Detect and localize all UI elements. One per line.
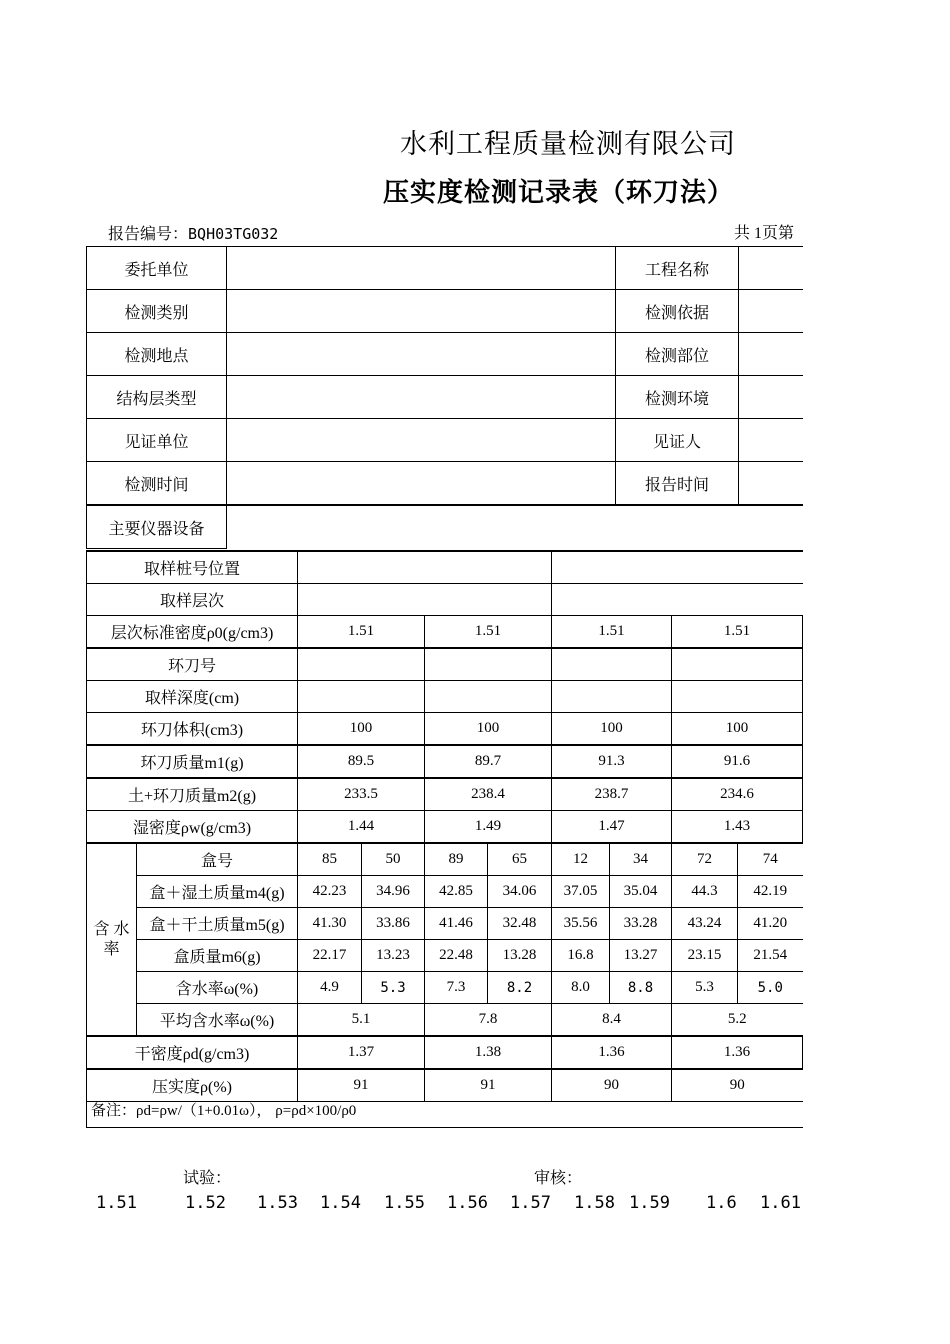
dry-density-label: 干密度ρd(g/cm3) [87, 1036, 298, 1069]
ring-no-label: 环刀号 [87, 648, 298, 681]
wet-density-cell: 1.44 [298, 811, 425, 844]
witness-unit-label: 见证单位 [87, 419, 227, 462]
compaction-cell: 90 [672, 1069, 803, 1102]
dry-mass-cell: 41.20 [738, 908, 803, 940]
dry-mass-cell: 35.56 [552, 908, 610, 940]
box-no-cell: 74 [738, 843, 803, 876]
scale-value: 1.59 [629, 1193, 670, 1213]
company-name: 水利工程质量检测有限公司 [400, 129, 736, 159]
ring-mass-label: 环刀质量m1(g) [87, 745, 298, 778]
wet-density-cell: 1.49 [425, 811, 552, 844]
dry-mass-cell: 32.48 [488, 908, 552, 940]
std-density-cell: 1.51 [425, 616, 552, 649]
ring-volume-label: 环刀体积(cm3) [87, 713, 298, 746]
depth-cell [425, 681, 552, 713]
compaction-cell: 90 [552, 1069, 672, 1102]
moisture-group-label: 含 水率 [87, 843, 137, 1036]
scale-value: 1.57 [510, 1193, 551, 1213]
dry-density-cell: 1.36 [672, 1036, 803, 1069]
box-no-cell: 65 [488, 843, 552, 876]
box-mass-cell: 23.15 [672, 940, 738, 972]
wet-mass-cell: 34.06 [488, 876, 552, 908]
wet-density-cell: 1.43 [672, 811, 803, 844]
moisture-label: 含水率ω(%) [137, 972, 298, 1004]
scale-value: 1.56 [447, 1193, 488, 1213]
box-no-label: 盒号 [137, 843, 298, 876]
layer-b [552, 584, 803, 616]
ring-volume-cell: 100 [425, 713, 552, 746]
scale-value: 1.58 [574, 1193, 615, 1213]
box-mass-label: 盒质量m6(g) [137, 940, 298, 972]
test-part-value [739, 333, 803, 376]
test-time-value [227, 462, 616, 506]
soil-ring-mass-cell: 234.6 [672, 778, 803, 811]
ring-mass-cell: 89.5 [298, 745, 425, 778]
client-label: 委托单位 [87, 247, 227, 290]
document-title: 压实度检测记录表（环刀法） [383, 178, 735, 207]
ring-volume-cell: 100 [672, 713, 803, 746]
scale-value: 1.52 [185, 1193, 226, 1213]
test-basis-label: 检测依据 [616, 290, 739, 333]
report-time-label: 报告时间 [616, 462, 739, 506]
soil-ring-mass-cell: 238.4 [425, 778, 552, 811]
wet-mass-cell: 44.3 [672, 876, 738, 908]
project-label: 工程名称 [616, 247, 739, 290]
report-number-label: 报告编号： [108, 226, 189, 243]
test-basis-value [739, 290, 803, 333]
wet-mass-cell: 35.04 [610, 876, 672, 908]
dry-density-cell: 1.36 [552, 1036, 672, 1069]
compaction-label: 压实度ρ(%) [87, 1069, 298, 1102]
depth-label: 取样深度(cm) [87, 681, 298, 713]
soil-ring-mass-label: 土+环刀质量m2(g) [87, 778, 298, 811]
environment-label: 检测环境 [616, 376, 739, 419]
depth-cell [298, 681, 425, 713]
wet-mass-cell: 42.23 [298, 876, 362, 908]
scale-value: 1.55 [384, 1193, 425, 1213]
moisture-cell: 5.3 [672, 972, 738, 1004]
box-no-cell: 85 [298, 843, 362, 876]
depth-cell [552, 681, 672, 713]
page-count: 共 1页第 [734, 225, 795, 242]
dry-density-cell: 1.37 [298, 1036, 425, 1069]
box-mass-cell: 16.8 [552, 940, 610, 972]
equipment-label: 主要仪器设备 [87, 505, 227, 549]
ring-mass-cell: 91.6 [672, 745, 803, 778]
data-table [86, 550, 803, 1102]
compaction-cell: 91 [298, 1069, 425, 1102]
ring-volume-cell: 100 [298, 713, 425, 746]
dry-mass-cell: 41.30 [298, 908, 362, 940]
test-type-value [227, 290, 616, 333]
wet-mass-cell: 34.96 [362, 876, 425, 908]
witness-value [739, 419, 803, 462]
sample-position-label: 取样桩号位置 [87, 551, 298, 584]
test-part-label: 检测部位 [616, 333, 739, 376]
moisture-cell: 8.2 [488, 972, 552, 1004]
wet-density-cell: 1.47 [552, 811, 672, 844]
dry-mass-cell: 41.46 [425, 908, 488, 940]
box-mass-cell: 22.48 [425, 940, 488, 972]
wet-mass-label: 盒＋湿土质量m4(g) [137, 876, 298, 908]
box-no-cell: 89 [425, 843, 488, 876]
scale-value: 1.61 [760, 1193, 801, 1213]
std-density-cell: 1.51 [298, 616, 425, 649]
info-table [86, 246, 803, 549]
structure-value [227, 376, 616, 419]
moisture-cell: 5.0 [738, 972, 803, 1004]
ring-no-cell [672, 648, 803, 681]
structure-label: 结构层类型 [87, 376, 227, 419]
wet-mass-cell: 42.85 [425, 876, 488, 908]
scale-value: 1.54 [320, 1193, 361, 1213]
scale-value: 1.6 [706, 1193, 737, 1213]
box-mass-cell: 13.28 [488, 940, 552, 972]
dry-mass-cell: 33.28 [610, 908, 672, 940]
project-value [739, 247, 803, 290]
avg-moisture-cell: 8.4 [552, 1004, 672, 1037]
compaction-cell: 91 [425, 1069, 552, 1102]
ring-volume-cell: 100 [552, 713, 672, 746]
test-site-value [227, 333, 616, 376]
ring-mass-cell: 89.7 [425, 745, 552, 778]
report-number-value: BQH03TG032 [188, 225, 279, 243]
wet-mass-cell: 37.05 [552, 876, 610, 908]
depth-cell [672, 681, 803, 713]
box-mass-cell: 22.17 [298, 940, 362, 972]
soil-ring-mass-cell: 238.7 [552, 778, 672, 811]
layer-a [298, 584, 552, 616]
layer-label: 取样层次 [87, 584, 298, 616]
ring-no-cell [552, 648, 672, 681]
dry-mass-label: 盒＋干土质量m5(g) [137, 908, 298, 940]
soil-ring-mass-cell: 233.5 [298, 778, 425, 811]
formula-note [86, 1095, 803, 1128]
moisture-cell: 8.8 [610, 972, 672, 1004]
dry-density-cell: 1.38 [425, 1036, 552, 1069]
wet-mass-cell: 42.19 [738, 876, 803, 908]
dry-mass-cell: 43.24 [672, 908, 738, 940]
test-site-label: 检测地点 [87, 333, 227, 376]
sample-position-a [298, 551, 552, 584]
moisture-cell: 7.3 [425, 972, 488, 1004]
report-number [108, 221, 278, 244]
witness-label: 见证人 [616, 419, 739, 462]
scale-value: 1.51 [96, 1193, 137, 1213]
std-density-cell: 1.51 [552, 616, 672, 649]
dry-mass-cell: 33.86 [362, 908, 425, 940]
std-density-cell: 1.51 [672, 616, 803, 649]
tester-label: 试验： [183, 1170, 232, 1187]
reviewer-label: 审核： [534, 1170, 583, 1187]
box-no-cell: 12 [552, 843, 610, 876]
box-no-cell: 72 [672, 843, 738, 876]
moisture-cell: 8.0 [552, 972, 610, 1004]
avg-moisture-label: 平均含水率ω(%) [137, 1004, 298, 1037]
box-mass-cell: 21.54 [738, 940, 803, 972]
box-no-cell: 50 [362, 843, 425, 876]
scale-value: 1.53 [257, 1193, 298, 1213]
avg-moisture-cell: 5.2 [672, 1004, 803, 1037]
client-value [227, 247, 616, 290]
test-type-label: 检测类别 [87, 290, 227, 333]
avg-moisture-cell: 5.1 [298, 1004, 425, 1037]
witness-unit-value [227, 419, 616, 462]
ring-mass-cell: 91.3 [552, 745, 672, 778]
std-density-label: 层次标准密度ρ0(g/cm3) [87, 616, 298, 649]
test-time-label: 检测时间 [87, 462, 227, 506]
formula-note-text: 备注：ρd=ρw/（1+0.01ω）， ρ=ρd×100/ρ0 [91, 1103, 357, 1119]
report-time-value [739, 462, 803, 506]
sample-position-b [552, 551, 803, 584]
environment-value [739, 376, 803, 419]
ring-no-cell [425, 648, 552, 681]
box-mass-cell: 13.27 [610, 940, 672, 972]
wet-density-label: 湿密度ρw(g/cm3) [87, 811, 298, 844]
avg-moisture-cell: 7.8 [425, 1004, 552, 1037]
box-no-cell: 34 [610, 843, 672, 876]
ring-no-cell [298, 648, 425, 681]
equipment-value [227, 505, 803, 549]
box-mass-cell: 13.23 [362, 940, 425, 972]
moisture-cell: 4.9 [298, 972, 362, 1004]
moisture-cell: 5.3 [362, 972, 425, 1004]
